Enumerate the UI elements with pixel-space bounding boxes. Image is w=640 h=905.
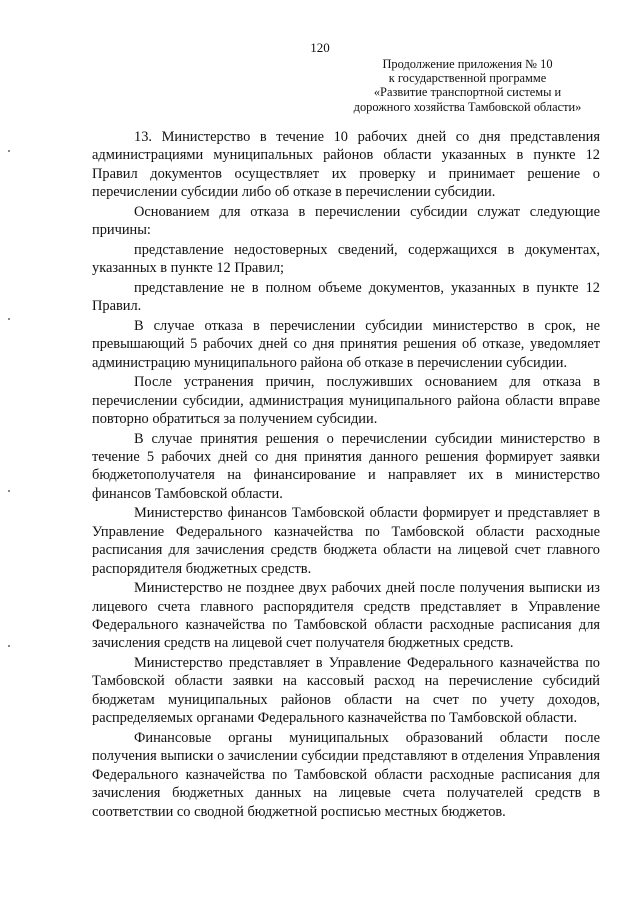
header-line: дорожного хозяйства Тамбовской области» [353,99,582,114]
paragraph-refusal-notice: В случае отказа в перечислении субсидии министерство в срок, не превышающий 5 рабочих дней со дня принятия решения об отказе, уведомляет администрацию муниципального района об отказе в перечислении субсидии. [92,317,600,371]
header-line: «Развитие транспортной системы и [373,85,562,100]
paragraph-municipal-finance: Финансовые органы муниципальных образований области после получения выписки о зачислении субсидии представляют в отделения Управления Федерального казначейства по Тамбовской области расходные расписания для зачисления бюджетных данных на лицевые счета получателей средств в соответствии со сводной бюджетной росписью местных бюджетов. [92,729,600,820]
document-body [92,128,600,822]
paragraph-transfer-decision: В случае принятия решения о перечислении субсидии министерство в течение 5 рабочих дней со дня принятия данного решения формирует заявки бюджетополучателя на финансирование и направляет их в министерство финансов Тамбовской области. [92,430,600,502]
appendix-header [340,57,595,114]
paragraph-ministry-schedules: Министерство не позднее двух рабочих дней после получения выписки из лицевого счета главного распорядителя средств представляет в Управление Федерального казначейства по Тамбовской области расходные расписания для зачисления средств на лицевой счет получателя бюджетных средств. [92,580,600,652]
paragraph-cash-requests: Министерство представляет в Управление Федерального казначейства по Тамбовской области заявки на кассовый расход на перечисление субсидий бюджетам муниципальных районов области на счет по учету доходов, распределяемых органами Федерального казначейства по Тамбовской области. [92,655,600,727]
header-line: к государственной программе [388,71,547,86]
paragraph-refusal-grounds: Основанием для отказа в перечислении субсидии служат следующие причины: [92,203,600,239]
paragraph-reason-unreliable: представление недостоверных сведений, содержащихся в документах, указанных в пункте 12 Правил; [92,241,600,277]
paragraph-13: 13. Министерство в течение 10 рабочих дней со дня представления администрациями муниципальных районов области указанных в пункте 12 Правил документов осуществляет их проверку и принимает решение о перечислении субсидии либо об отказе в перечислении субсидии. [92,129,600,201]
page-number: 120 [310,40,330,55]
paragraph-resubmission: После устранения причин, послуживших основанием для отказа в перечислении субсидии, администрация муниципального района области вправе повторно обратиться за получением субсидии. [92,374,600,428]
scan-mark [8,150,10,152]
header-line: Продолжение приложения № 10 [382,57,553,71]
scan-mark [8,645,10,647]
scan-mark [8,490,10,492]
paragraph-finance-ministry: Министерство финансов Тамбовской области формирует и представляет в Управление Федерального казначейства по Тамбовской области расходные расписания для зачисления средств бюджета области на лицевой счет главного распорядителя бюджетных средств. [92,505,600,577]
paragraph-reason-incomplete: представление не в полном объеме документов, указанных в пункте 12 Правил. [92,279,600,315]
scan-mark [8,318,10,320]
